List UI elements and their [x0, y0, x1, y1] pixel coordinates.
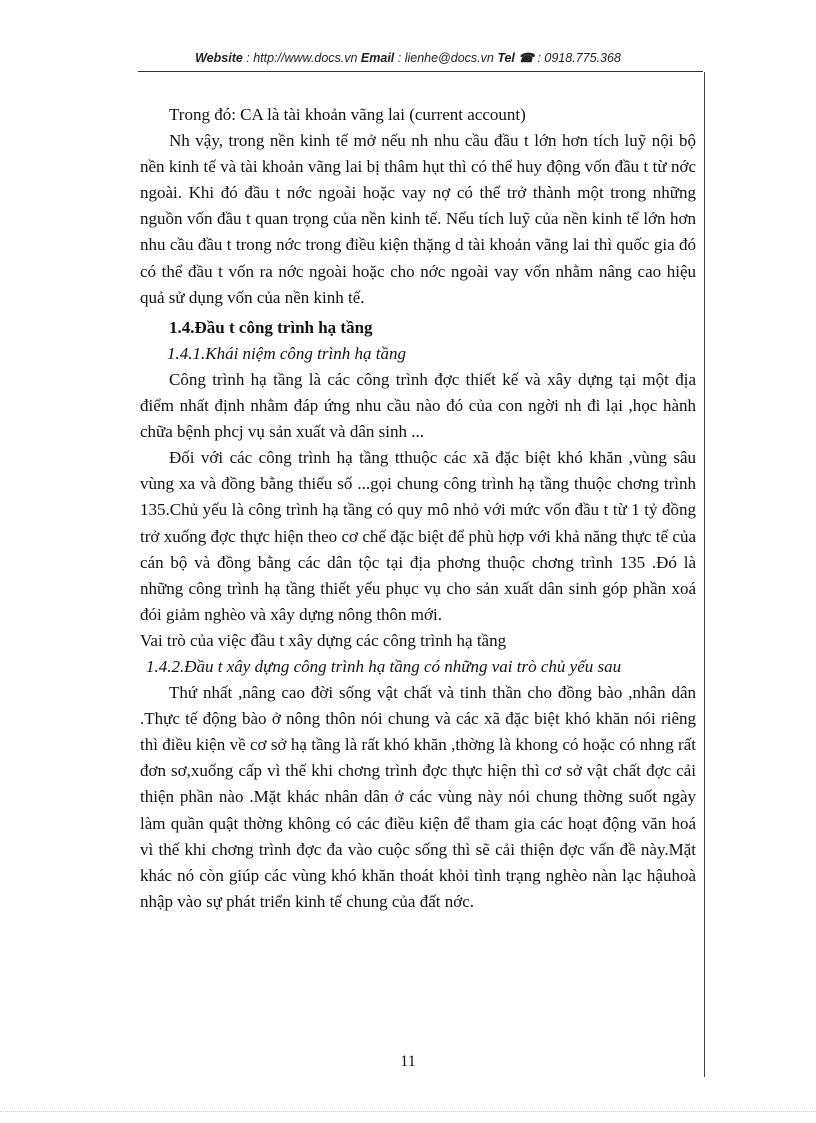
paragraph-program-135: Đối với các công trình hạ tầng tthuộc các xã đặc biệt khó khăn ,vùng sâu vùng xa và đồng bằng thiểu số ...gọi chung công trình hạ tầng thuộc chơng trình 135.Chủ yếu là công trình hạ tầng có quy mô nhỏ với mức vốn đầu t từ 1 tỷ đồng trở xuống đợc thực hiện theo cơ chế đặc biệt để phù hợp với khả năng thực tế của cán bộ và đồng bằng các dân tộc tại địa phơng thuộc chơng trình 135 .Đó là những công trình hạ tầng thiết yếu phục vụ cho sản xuất dân sinh góp phần xoá đói giảm nghèo và xây dựng nông thôn mới.	[140, 448, 696, 624]
phone-icon: ☎	[518, 51, 534, 65]
subsection-heading-1-4-1: 1.4.1.Khái niệm công trình hạ tầng	[167, 343, 406, 363]
tel-label: Tel	[497, 51, 515, 65]
subsection-heading-1-4-2: 1.4.2.Đầu t xây dựng công trình hạ tầng có những vai trò chủ yếu sau	[146, 656, 622, 676]
right-margin-rule	[704, 72, 705, 1077]
page-bottom-dotted-line	[0, 1111, 816, 1112]
phone-number: : 0918.775.368	[533, 51, 621, 65]
document-body	[140, 102, 696, 915]
email-label: Email	[360, 51, 395, 65]
email-address[interactable]: : lienhe@docs.vn	[394, 51, 498, 65]
paragraph-infrastructure-definition: Công trình hạ tầng là các công trình đợc thiết kế và xây dựng tại một địa điểm nhất định nhằm đáp ứng nhu cầu nào đó của con ngời nh đi lại ,học hành chữa bệnh phcj vụ sản xuất và dân sinh ...	[140, 369, 696, 442]
page-header	[0, 50, 816, 65]
page-number: 11	[400, 1053, 416, 1070]
paragraph-open-economy: Nh vậy, trong nền kinh tế mở nếu nh nhu cầu đầu t lớn hơn tích luỹ nội bộ nền kinh tế và tài khoản vãng lai bị thâm hụt thì có thể huy động vốn đầu t từ nớc ngoài. Khi đó đầu t nớc ngoài hoặc vay nợ có thể trở thành một trong những nguồn vốn đầu t quan trọng của nền kinh tế. Nếu tích luỹ của nền kinh tế lớn hơn nhu cầu đầu t trong nớc trong điều kiện thặng d tài khoản vãng lai thì quốc gia đó có thể đầu t vốn ra nớc ngoài hoặc cho nớc ngoài vay vốn nhằm nâng cao hiệu quả sử dụng vốn của nền kinh tế.	[140, 131, 696, 307]
website-url[interactable]: : http://www.docs.vn	[242, 51, 361, 65]
paragraph-first-role: Thứ nhất ,nâng cao đời sống vật chất và tinh thần cho đồng bào ,nhân dân .Thực tế động bào ở nông thôn nói chung và các xã đặc biệt khó khăn nói riêng thì điều kiện về cơ sở hạ tầng là rất khó khăn ,thờng là khong có hoặc có nhng rất đơn sơ,xuống cấp vì thế khi chơng trình đợc thực hiện thì cơ sở vật chất đợc cải thiện phần nào .Mặt khác nhân dân ở các vùng này nói chung thờng suốt ngày làm quần quật thờng không có các điều kiện để tham gia các hoạt động văn hoá vì thế khi chơng trình đợc đa vào cuộc sống thì sẽ cải thiện đợc vấn đề này.Mặt khác nó còn giúp các vùng khó khăn thoát khỏi tình trạng nghèo nàn lạc hậuhoà nhập vào sự phát triển kinh tế chung của đất nớc.	[140, 683, 696, 911]
section-heading-1-4: 1.4.Đầu t công trình hạ tầng	[169, 317, 373, 337]
website-label: Website	[195, 51, 243, 65]
paragraph-ca-definition: Trong đó: CA là tài khoản vãng lai (current account)	[169, 105, 526, 124]
header-rule	[138, 71, 703, 72]
paragraph-role-title: Vai trò của việc đầu t xây dựng các công trình hạ tầng	[140, 630, 507, 650]
